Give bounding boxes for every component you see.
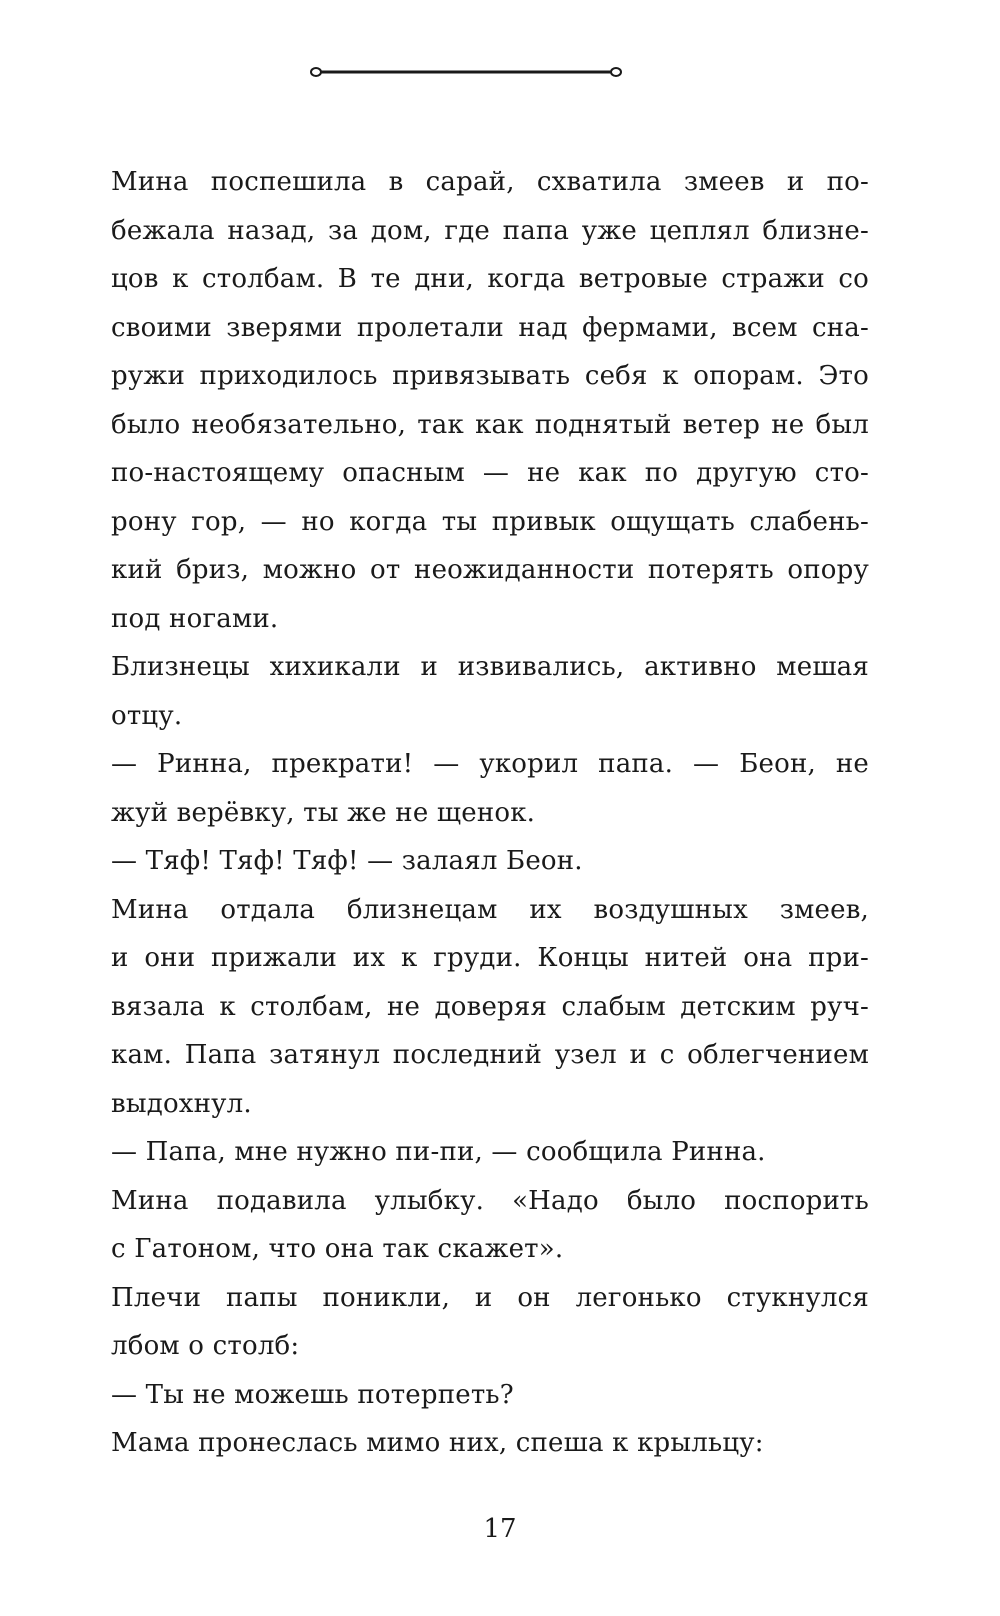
text-line: рону гор, — но когда ты привык ощущать слабень-: [111, 506, 869, 537]
chapter-divider-ornament: [310, 64, 622, 80]
text-line: ружи приходилось привязывать себя к опорам. Это: [111, 361, 869, 391]
text-line: цов к столбам. В те дни, когда ветровые стражи со: [111, 264, 869, 294]
text-line: — Тяф! Тяф! Тяф! — залаял Беон.: [111, 846, 583, 876]
text-line: Близнецы хихикали и извивались, активно мешая: [111, 652, 869, 682]
text-line: выдохнул.: [111, 1088, 252, 1119]
text-line: Плечи папы поникли, и он легонько стукнулся: [111, 1282, 869, 1313]
text-line: кий бриз, можно от неожиданности потерять опору: [111, 555, 869, 585]
page-number: 17: [483, 1514, 517, 1544]
text-line: под ногами.: [111, 603, 279, 634]
text-line: — Ринна, прекрати! — укорил папа. — Беон, не: [111, 749, 869, 779]
text-line: по-настоящему опасным — не как по другую сто-: [111, 458, 869, 488]
text-line: — Папа, мне нужно пи-пи, — сообщила Ринна.: [111, 1137, 766, 1167]
text-line: — Ты не можешь потерпеть?: [111, 1379, 514, 1410]
text-line: Мама пронеслась мимо них, спеша к крыльцу:: [111, 1428, 764, 1458]
text-line: лбом о столб:: [111, 1331, 300, 1361]
text-line: вязала к столбам, не доверяя слабым детским руч-: [111, 991, 869, 1022]
text-line: жуй верёвку, ты же не щенок.: [111, 797, 536, 828]
text-line: с Гатоном, что она так скажет».: [111, 1234, 564, 1264]
text-line: и они прижали их к груди. Концы нитей она при-: [111, 943, 869, 973]
text-line: Мина подавила улыбку. «Надо было поспорить: [111, 1185, 869, 1216]
body-text: [111, 158, 869, 1468]
text-line: Мина поспешила в сарай, схватила змеев и по-: [111, 167, 869, 197]
text-line: отцу.: [111, 700, 183, 731]
text-line: бежала назад, за дом, где папа уже цеплял близне-: [111, 215, 869, 246]
text-line: было необязательно, так как поднятый ветер не был: [111, 409, 869, 440]
text-line: Мина отдала близнецам их воздушных змеев,: [111, 894, 869, 925]
text-line: своими зверями пролетали над фермами, всем сна-: [111, 312, 869, 343]
text-line: кам. Папа затянул последний узел и с облегчением: [111, 1040, 869, 1070]
